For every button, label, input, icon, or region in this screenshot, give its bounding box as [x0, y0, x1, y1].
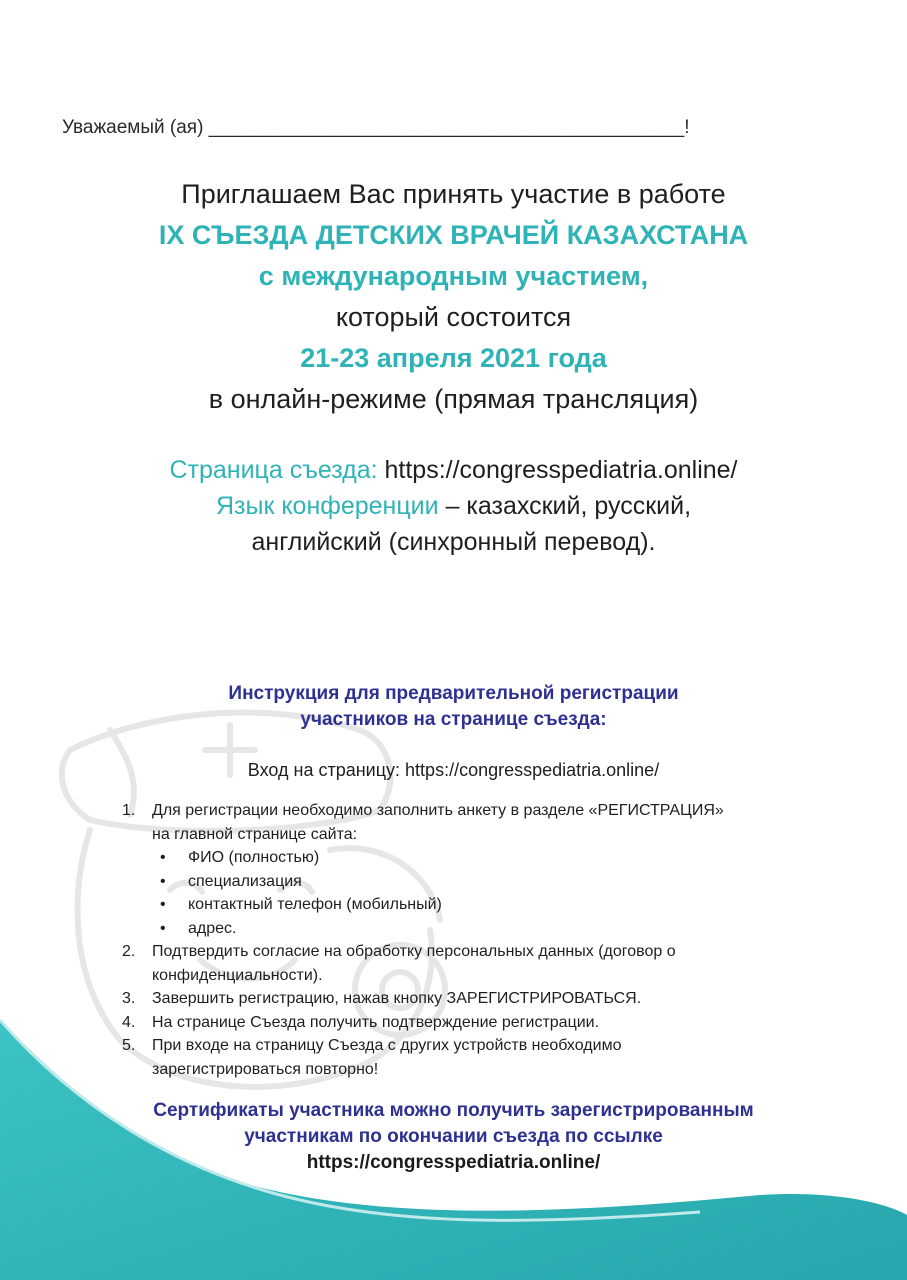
step-text-2: зарегистрироваться повторно! — [152, 1060, 379, 1078]
language-value: – казахский, русский, — [445, 492, 692, 520]
step-text: Для регистрации необходимо заполнить анкету в разделе «РЕГИСТРАЦИЯ» — [152, 802, 724, 819]
step-number: 3. — [122, 990, 136, 1007]
invite-line-intro: Приглашаем Вас принять участие в работе — [181, 179, 726, 209]
instructions-title-line1: Инструкция для предварительной регистрации — [228, 683, 679, 704]
step-item — [122, 987, 822, 1011]
bullet-text: ФИО (полностью) — [188, 849, 320, 866]
step-text: Завершить регистрацию, нажав кнопку ЗАРЕГИСТРИРОВАТЬСЯ. — [152, 990, 642, 1007]
step-item — [122, 1011, 822, 1035]
online-format: в онлайн-режиме (прямая трансляция) — [208, 384, 699, 414]
bullet-item: • контактный телефон (мобильный) — [160, 896, 442, 913]
certificate-link[interactable]: https://congresspediatria.online/ — [306, 1152, 601, 1173]
congress-dates: 21-23 апреля 2021 года — [300, 343, 607, 373]
certificate-note — [0, 1098, 907, 1176]
congress-info — [0, 452, 907, 560]
entry-url-link[interactable]: Вход на страницу: https://congresspediatria.online/ — [247, 760, 660, 780]
certificate-line1: Сертификаты участника можно получить зарегистрированным — [153, 1100, 754, 1121]
page-url-link[interactable]: https://congresspediatria.online/ — [384, 456, 738, 484]
step-number: 5. — [122, 1037, 136, 1054]
step-text: При входе на страницу Съезда с других устройств необходимо — [152, 1037, 622, 1054]
step-number: 4. — [122, 1013, 136, 1031]
step-number: 2. — [122, 943, 136, 960]
congress-title: IX СЪЕЗДА ДЕТСКИХ ВРАЧЕЙ КАЗАХСТАНА — [158, 220, 749, 250]
step-item — [122, 940, 822, 987]
bullet-text: адрес. — [188, 919, 237, 937]
certificate-line2: участникам по окончании съезда по ссылке — [244, 1126, 663, 1147]
step-item — [122, 1034, 822, 1081]
instructions-title-line2: участников на странице съезда: — [300, 709, 607, 730]
bullet-item: • ФИО (полностью) — [160, 849, 320, 866]
step-text-2: конфиденциальности). — [152, 966, 323, 984]
international-participation: с международным участием, — [258, 261, 649, 291]
invitation-block — [0, 174, 907, 420]
page-label: Страница съезда: — [169, 456, 378, 484]
bullet-text: специализация — [188, 872, 302, 890]
invite-line-held: который состоится — [335, 302, 572, 332]
bullet-item: • адрес. — [160, 919, 237, 937]
bullet-item: • специализация — [160, 872, 302, 890]
step-text: Подтвердить согласие на обработку персональных данных (договор о — [152, 943, 676, 960]
language-label: Язык конференции — [215, 492, 439, 520]
registration-steps — [122, 799, 822, 1081]
step-text: На странице Съезда получить подтверждение регистрации. — [152, 1013, 600, 1031]
language-value-2: английский (синхронный перевод). — [251, 528, 656, 556]
bullet-text: контактный телефон (мобильный) — [188, 896, 442, 913]
salutation-line: Уважаемый (ая) _____________________________________________! — [62, 117, 690, 138]
step-number: 1. — [122, 802, 136, 819]
step-item — [122, 799, 822, 846]
instructions-title — [0, 681, 907, 733]
step-text-2: на главной странице сайта: — [152, 825, 358, 843]
